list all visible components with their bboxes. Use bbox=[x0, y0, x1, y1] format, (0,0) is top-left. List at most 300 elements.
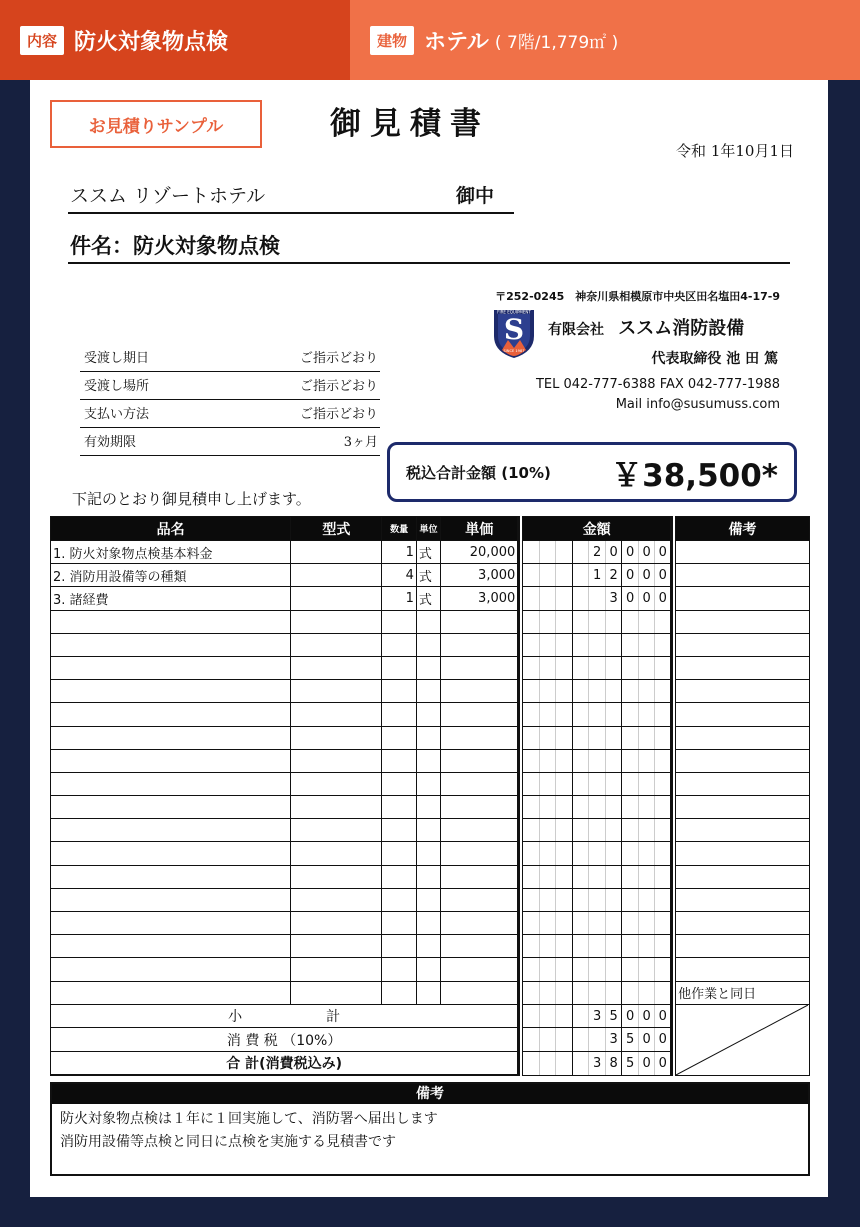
amount-digit bbox=[572, 796, 589, 819]
amount-digit bbox=[572, 726, 589, 749]
client-line bbox=[68, 176, 514, 214]
amount-digit bbox=[572, 1028, 589, 1052]
subject: 件名：防火対象物点検 bbox=[68, 230, 790, 264]
amount-digit bbox=[655, 865, 672, 888]
remarks-line: 消防用設備等点検と同日に点検を実施する見積書です bbox=[60, 1134, 396, 1150]
amount-digit bbox=[622, 796, 639, 819]
term-row bbox=[80, 344, 380, 372]
amount-digit bbox=[638, 888, 655, 911]
remarks-line: 防火対象物点検は１年に１回実施して、消防署へ届出します bbox=[60, 1111, 438, 1127]
amount-digit: 8 bbox=[605, 1052, 622, 1076]
amount-digit: 0 bbox=[655, 1052, 672, 1076]
table-row bbox=[51, 772, 810, 795]
amount-digit bbox=[523, 587, 540, 610]
content-tag: 内容 bbox=[20, 26, 64, 55]
amount-digit bbox=[539, 912, 556, 935]
company-representative: 代表取締役 池 田 篤 bbox=[651, 351, 778, 367]
amount-digit: 2 bbox=[589, 541, 606, 564]
amount-digit bbox=[589, 633, 606, 656]
amount-digit bbox=[556, 587, 573, 610]
amount-digit bbox=[556, 772, 573, 795]
client-suffix: 御中 bbox=[455, 184, 494, 207]
header-unit: 単位 bbox=[416, 517, 440, 541]
amount-digit bbox=[589, 703, 606, 726]
amount-digit bbox=[622, 981, 639, 1004]
amount-digit bbox=[539, 958, 556, 981]
term-row bbox=[80, 372, 380, 400]
amount-digit bbox=[572, 819, 589, 842]
item-unit: 式 bbox=[416, 587, 440, 610]
amount-digit bbox=[539, 1004, 556, 1028]
building-sub: ( 7階/1,779㎡ ) bbox=[494, 32, 619, 53]
amount-digit bbox=[605, 726, 622, 749]
amount-digit: 0 bbox=[655, 1028, 672, 1052]
amount-digit bbox=[589, 888, 606, 911]
term-label: 有効期限 bbox=[84, 435, 137, 450]
amount-digit bbox=[605, 842, 622, 865]
table-row bbox=[51, 796, 810, 819]
amount-digit bbox=[556, 981, 573, 1004]
content-text: 防火対象物点検 bbox=[74, 29, 229, 55]
amount-digit bbox=[638, 680, 655, 703]
amount-digit: 0 bbox=[622, 564, 639, 587]
amount-digit bbox=[556, 726, 573, 749]
amount-digit bbox=[539, 1028, 556, 1052]
table-row bbox=[51, 633, 810, 656]
amount-digit bbox=[622, 726, 639, 749]
amount-digit bbox=[638, 656, 655, 679]
amount-digit bbox=[605, 935, 622, 958]
amount-digit bbox=[572, 935, 589, 958]
item-qty: 4 bbox=[382, 564, 416, 587]
amount-digit bbox=[523, 749, 540, 772]
amount-digit bbox=[539, 842, 556, 865]
amount-digit bbox=[572, 703, 589, 726]
term-value: ご指示どおり bbox=[299, 351, 378, 366]
item-model bbox=[291, 541, 382, 564]
table-row bbox=[51, 842, 810, 865]
amount-digit bbox=[622, 958, 639, 981]
amount-digit bbox=[589, 680, 606, 703]
company-name bbox=[548, 314, 744, 340]
item-unit: 式 bbox=[416, 541, 440, 564]
amount-digit bbox=[589, 912, 606, 935]
amount-digit bbox=[655, 749, 672, 772]
amount-digit bbox=[539, 1052, 556, 1076]
amount-digit bbox=[655, 819, 672, 842]
amount-digit bbox=[622, 888, 639, 911]
logo-letter: S bbox=[503, 313, 525, 346]
header-amount: 金額 bbox=[523, 517, 672, 541]
amount-digit bbox=[572, 865, 589, 888]
table-row bbox=[51, 587, 810, 610]
item-model bbox=[291, 564, 382, 587]
table-row bbox=[51, 726, 810, 749]
amount-digit: 0 bbox=[638, 541, 655, 564]
table-row bbox=[51, 888, 810, 911]
amount-digit bbox=[523, 796, 540, 819]
amount-digit bbox=[589, 1028, 606, 1052]
amount-digit bbox=[556, 912, 573, 935]
remarks-box bbox=[50, 1082, 810, 1176]
document-title: 御見積書 bbox=[330, 106, 490, 142]
sample-label: お見積りサンプル bbox=[50, 100, 262, 148]
amount-digit bbox=[523, 772, 540, 795]
amount-digit: 0 bbox=[655, 541, 672, 564]
term-row bbox=[80, 400, 380, 428]
amount-digit bbox=[655, 981, 672, 1004]
amount-digit bbox=[523, 564, 540, 587]
item-price: 20,000 bbox=[441, 541, 519, 564]
amount-digit bbox=[655, 888, 672, 911]
diagonal-cell bbox=[676, 1004, 810, 1075]
amount-digit bbox=[539, 772, 556, 795]
amount-digit bbox=[523, 819, 540, 842]
amount-digit bbox=[523, 610, 540, 633]
header-model: 型式 bbox=[291, 517, 382, 541]
amount-digit bbox=[539, 796, 556, 819]
amount-digit bbox=[655, 912, 672, 935]
amount-digit bbox=[622, 865, 639, 888]
amount-digit bbox=[523, 935, 540, 958]
amount-digit bbox=[655, 703, 672, 726]
amount-digit bbox=[655, 726, 672, 749]
amount-digit bbox=[572, 842, 589, 865]
terms-list bbox=[80, 344, 380, 456]
item-qty: 1 bbox=[382, 541, 416, 564]
amount-digit bbox=[622, 703, 639, 726]
amount-digit bbox=[572, 564, 589, 587]
amount-digit bbox=[523, 958, 540, 981]
amount-digit bbox=[539, 888, 556, 911]
header-qty: 数量 bbox=[382, 517, 416, 541]
items-table bbox=[50, 516, 810, 1076]
term-label: 受渡し期日 bbox=[84, 351, 150, 366]
item-unit: 式 bbox=[416, 564, 440, 587]
amount-digit bbox=[556, 680, 573, 703]
amount-digit: 5 bbox=[622, 1028, 639, 1052]
amount-digit bbox=[523, 726, 540, 749]
company-address: 〒252-0245 神奈川県相模原市中央区田名塩田4-17-9 bbox=[495, 290, 780, 303]
amount-digit bbox=[655, 935, 672, 958]
amount-digit bbox=[589, 819, 606, 842]
table-row bbox=[51, 680, 810, 703]
table-row bbox=[51, 912, 810, 935]
amount-digit bbox=[605, 865, 622, 888]
amount-digit bbox=[523, 1052, 540, 1076]
amount-digit bbox=[605, 703, 622, 726]
amount-digit bbox=[638, 749, 655, 772]
table-row bbox=[51, 610, 810, 633]
header-name: 品名 bbox=[51, 517, 291, 541]
amount-digit bbox=[523, 633, 540, 656]
amount-digit bbox=[589, 587, 606, 610]
table-row bbox=[51, 865, 810, 888]
amount-digit: 0 bbox=[655, 564, 672, 587]
company-name-text: ススム消防設備 bbox=[618, 318, 745, 339]
table-row bbox=[51, 958, 810, 981]
amount-digit bbox=[638, 796, 655, 819]
amount-digit: 3 bbox=[605, 587, 622, 610]
building-tag: 建物 bbox=[370, 26, 414, 55]
amount-digit bbox=[572, 541, 589, 564]
term-value: ご指示どおり bbox=[299, 407, 378, 422]
amount-digit bbox=[572, 610, 589, 633]
amount-digit bbox=[622, 633, 639, 656]
company-type: 有限会社 bbox=[548, 322, 604, 338]
amount-digit bbox=[638, 865, 655, 888]
term-label: 受渡し場所 bbox=[84, 379, 150, 394]
amount-digit bbox=[622, 912, 639, 935]
table-row bbox=[51, 703, 810, 726]
amount-digit bbox=[589, 842, 606, 865]
amount-digit bbox=[539, 749, 556, 772]
table-header-row bbox=[51, 517, 810, 541]
tax-label: 消 費 税 （10%） bbox=[51, 1028, 519, 1052]
header-building bbox=[350, 0, 860, 80]
amount-digit: 3 bbox=[589, 1052, 606, 1076]
amount-digit bbox=[589, 726, 606, 749]
amount-digit bbox=[556, 1028, 573, 1052]
term-value: ご指示どおり bbox=[299, 379, 378, 394]
document-date: 令和 1年10月1日 bbox=[676, 142, 794, 160]
amount-digit bbox=[655, 656, 672, 679]
amount-digit bbox=[572, 587, 589, 610]
amount-digit bbox=[539, 680, 556, 703]
item-price: 3,000 bbox=[441, 564, 519, 587]
amount-digit bbox=[605, 958, 622, 981]
amount-digit bbox=[638, 912, 655, 935]
amount-digit: 0 bbox=[638, 1004, 655, 1028]
amount-digit bbox=[572, 656, 589, 679]
amount-digit bbox=[605, 888, 622, 911]
amount-digit bbox=[556, 703, 573, 726]
amount-digit bbox=[572, 912, 589, 935]
estimate-document bbox=[30, 80, 828, 1197]
company-logo-icon bbox=[488, 306, 540, 360]
amount-digit: 0 bbox=[622, 1004, 639, 1028]
amount-digit bbox=[556, 541, 573, 564]
header-price: 単価 bbox=[441, 517, 519, 541]
amount-digit bbox=[638, 610, 655, 633]
amount-digit bbox=[539, 981, 556, 1004]
item-name: 1. 防火対象物点検基本料金 bbox=[51, 541, 291, 564]
header-content bbox=[0, 0, 350, 80]
amount-digit bbox=[572, 772, 589, 795]
term-label: 支払い方法 bbox=[84, 407, 150, 422]
amount-digit bbox=[556, 819, 573, 842]
term-value: 3ヶ月 bbox=[343, 435, 378, 450]
amount-digit bbox=[572, 1004, 589, 1028]
amount-digit bbox=[523, 912, 540, 935]
amount-digit bbox=[556, 958, 573, 981]
amount-digit: 0 bbox=[655, 587, 672, 610]
amount-digit bbox=[556, 842, 573, 865]
amount-digit bbox=[539, 935, 556, 958]
item-name: 2. 消防用設備等の種類 bbox=[51, 564, 291, 587]
amount-digit bbox=[556, 796, 573, 819]
amount-digit bbox=[572, 958, 589, 981]
amount-digit bbox=[523, 842, 540, 865]
amount-digit: 0 bbox=[638, 564, 655, 587]
amount-digit bbox=[539, 865, 556, 888]
amount-digit bbox=[589, 610, 606, 633]
amount-digit bbox=[539, 819, 556, 842]
amount-digit bbox=[638, 935, 655, 958]
amount-digit bbox=[638, 703, 655, 726]
client-name: ススム リゾートホテル bbox=[70, 184, 266, 207]
amount-digit bbox=[572, 981, 589, 1004]
amount-digit bbox=[605, 819, 622, 842]
amount-digit bbox=[622, 656, 639, 679]
amount-digit bbox=[523, 541, 540, 564]
amount-digit bbox=[539, 541, 556, 564]
amount-digit bbox=[605, 772, 622, 795]
amount-digit bbox=[523, 656, 540, 679]
amount-digit bbox=[655, 610, 672, 633]
amount-digit bbox=[556, 633, 573, 656]
item-model bbox=[291, 587, 382, 610]
amount-digit bbox=[539, 633, 556, 656]
amount-digit bbox=[572, 749, 589, 772]
amount-digit bbox=[556, 865, 573, 888]
amount-digit bbox=[523, 680, 540, 703]
amount-digit bbox=[622, 749, 639, 772]
total-amount-box bbox=[387, 442, 797, 502]
amount-digit: 5 bbox=[605, 1004, 622, 1028]
amount-digit: 0 bbox=[605, 541, 622, 564]
logo-since: SINCE 1987 bbox=[503, 349, 525, 353]
amount-digit bbox=[589, 865, 606, 888]
amount-digit: 3 bbox=[605, 1028, 622, 1052]
grand-total-label: 合 計(消費税込み) bbox=[51, 1052, 519, 1076]
table-row bbox=[51, 981, 810, 1004]
amount-digit bbox=[523, 865, 540, 888]
amount-digit: 0 bbox=[622, 541, 639, 564]
amount-digit bbox=[605, 981, 622, 1004]
amount-digit: 1 bbox=[589, 564, 606, 587]
amount-digit bbox=[589, 772, 606, 795]
item-note bbox=[676, 541, 810, 564]
amount-digit bbox=[589, 749, 606, 772]
amount-digit bbox=[638, 981, 655, 1004]
amount-digit bbox=[605, 796, 622, 819]
item-name: 3. 諸経費 bbox=[51, 587, 291, 610]
subtotal-row bbox=[51, 1004, 810, 1028]
amount-digit: 0 bbox=[638, 1028, 655, 1052]
amount-digit bbox=[605, 680, 622, 703]
amount-digit bbox=[622, 772, 639, 795]
amount-digit bbox=[589, 656, 606, 679]
amount-digit bbox=[523, 1004, 540, 1028]
amount-digit bbox=[655, 680, 672, 703]
table-row bbox=[51, 564, 810, 587]
amount-digit bbox=[622, 819, 639, 842]
amount-digit bbox=[523, 1028, 540, 1052]
amount-digit bbox=[589, 981, 606, 1004]
amount-digit bbox=[605, 610, 622, 633]
amount-digit bbox=[655, 633, 672, 656]
amount-digit bbox=[638, 772, 655, 795]
table-row bbox=[51, 935, 810, 958]
amount-digit bbox=[556, 610, 573, 633]
amount-digit bbox=[589, 935, 606, 958]
amount-digit bbox=[605, 656, 622, 679]
amount-digit bbox=[523, 981, 540, 1004]
amount-digit bbox=[622, 680, 639, 703]
amount-digit bbox=[655, 958, 672, 981]
company-mail: Mail info@susumuss.com bbox=[615, 397, 780, 412]
amount-digit bbox=[605, 633, 622, 656]
building-text: ホテル bbox=[424, 29, 489, 55]
item-note bbox=[676, 564, 810, 587]
item-note bbox=[676, 587, 810, 610]
table-row bbox=[51, 749, 810, 772]
amount-digit bbox=[539, 587, 556, 610]
amount-digit bbox=[539, 610, 556, 633]
amount-digit bbox=[622, 842, 639, 865]
amount-digit bbox=[572, 1052, 589, 1076]
amount-digit bbox=[556, 1004, 573, 1028]
amount-digit bbox=[556, 1052, 573, 1076]
table-row bbox=[51, 819, 810, 842]
amount-digit bbox=[572, 633, 589, 656]
amount-digit bbox=[572, 680, 589, 703]
amount-digit bbox=[556, 749, 573, 772]
amount-digit bbox=[638, 726, 655, 749]
amount-digit bbox=[539, 726, 556, 749]
table-row bbox=[51, 541, 810, 564]
amount-digit bbox=[523, 703, 540, 726]
amount-digit bbox=[622, 935, 639, 958]
total-label: 税込合計金額 (10%) bbox=[406, 463, 551, 482]
amount-digit bbox=[523, 888, 540, 911]
amount-digit: 3 bbox=[589, 1004, 606, 1028]
amount-digit bbox=[655, 772, 672, 795]
amount-digit bbox=[556, 935, 573, 958]
total-value: ￥38,500* bbox=[611, 457, 778, 494]
item-note: 他作業と同日 bbox=[676, 981, 810, 1004]
remarks-title: 備考 bbox=[52, 1084, 808, 1104]
amount-digit bbox=[638, 633, 655, 656]
item-price: 3,000 bbox=[441, 587, 519, 610]
amount-digit bbox=[655, 796, 672, 819]
amount-digit bbox=[556, 888, 573, 911]
subtotal-label: 小 計 bbox=[51, 1004, 519, 1028]
amount-digit: 0 bbox=[655, 1004, 672, 1028]
amount-digit: 0 bbox=[638, 1052, 655, 1076]
amount-digit bbox=[539, 564, 556, 587]
logo-text: FIRE EQUIPMENT bbox=[497, 309, 531, 315]
amount-digit bbox=[556, 656, 573, 679]
amount-digit bbox=[638, 842, 655, 865]
amount-digit: 2 bbox=[605, 564, 622, 587]
amount-digit bbox=[605, 749, 622, 772]
amount-digit bbox=[572, 888, 589, 911]
amount-digit bbox=[655, 842, 672, 865]
item-qty: 1 bbox=[382, 587, 416, 610]
amount-digit bbox=[589, 958, 606, 981]
amount-digit bbox=[638, 958, 655, 981]
table-row bbox=[51, 656, 810, 679]
header-note: 備考 bbox=[676, 517, 810, 541]
amount-digit bbox=[556, 564, 573, 587]
amount-digit bbox=[539, 656, 556, 679]
intro-text: 下記のとおり御見積申し上げます。 bbox=[72, 490, 311, 508]
amount-digit: 0 bbox=[638, 587, 655, 610]
term-row bbox=[80, 428, 380, 456]
amount-digit bbox=[605, 912, 622, 935]
